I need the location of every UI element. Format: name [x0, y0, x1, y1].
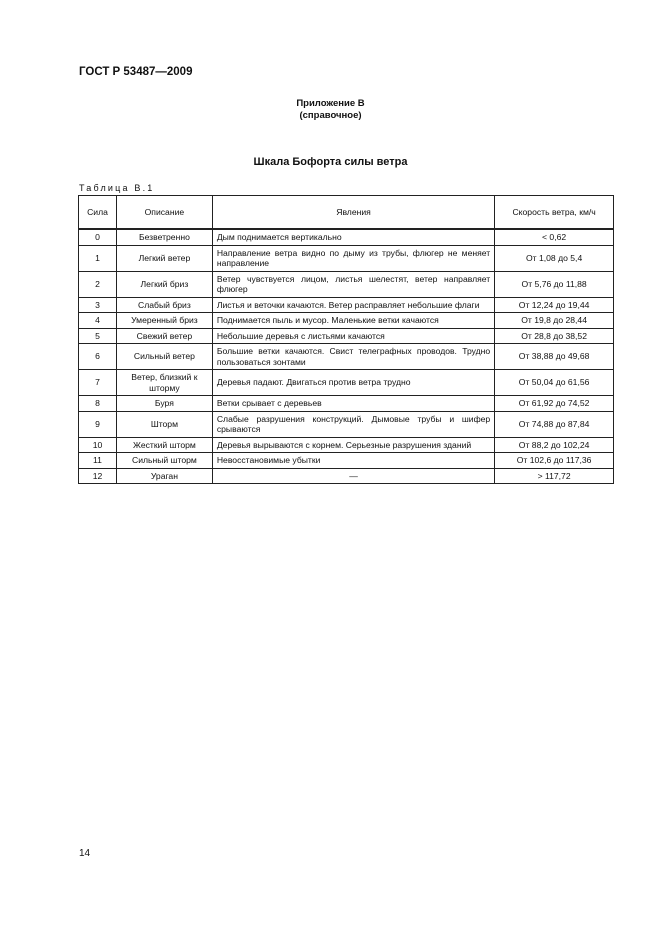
cell-description: Легкий бриз: [116, 271, 212, 297]
table-label: Таблица В.1: [79, 183, 155, 193]
cell-description: Шторм: [116, 411, 212, 437]
cell-description: Ураган: [116, 468, 212, 484]
cell-phenomena: Ветки срывает с деревьев: [212, 396, 494, 412]
header-wind-speed: Скорость ветра, км/ч: [495, 196, 614, 230]
cell-wind-speed: От 28,8 до 38,52: [495, 328, 614, 344]
cell-force: 8: [79, 396, 117, 412]
table-row: [79, 453, 614, 469]
cell-wind-speed: От 38,88 до 49,68: [495, 344, 614, 370]
table-row: [79, 468, 614, 484]
cell-wind-speed: От 88,2 до 102,24: [495, 437, 614, 453]
cell-description: Слабый бриз: [116, 297, 212, 313]
cell-wind-speed: < 0,62: [495, 229, 614, 245]
cell-force: 1: [79, 245, 117, 271]
header-phenomena: Явления: [212, 196, 494, 230]
cell-wind-speed: От 102,6 до 117,36: [495, 453, 614, 469]
cell-force: 5: [79, 328, 117, 344]
table-row: [79, 271, 614, 297]
table-row: [79, 245, 614, 271]
cell-phenomena: Деревья вырываются с корнем. Серьезные разрушения зданий: [212, 437, 494, 453]
cell-wind-speed: > 117,72: [495, 468, 614, 484]
table-row: [79, 396, 614, 412]
annex-heading: [0, 98, 661, 122]
cell-wind-speed: От 12,24 до 19,44: [495, 297, 614, 313]
cell-force: 3: [79, 297, 117, 313]
annex-status: (справочное): [299, 110, 362, 121]
table-row: [79, 328, 614, 344]
annex-title: Приложение В: [296, 98, 365, 109]
cell-phenomena: Листья и веточки качаются. Ветер расправляет небольшие флаги: [212, 297, 494, 313]
cell-description: Умеренный бриз: [116, 313, 212, 329]
header-description: Описание: [116, 196, 212, 230]
cell-phenomena: Невосстановимые убытки: [212, 453, 494, 469]
cell-force: 9: [79, 411, 117, 437]
cell-wind-speed: От 1,08 до 5,4: [495, 245, 614, 271]
cell-phenomena: —: [212, 468, 494, 484]
cell-description: Жесткий шторм: [116, 437, 212, 453]
cell-description: Безветренно: [116, 229, 212, 245]
beaufort-table: [78, 195, 614, 484]
document-header-standard: ГОСТ Р 53487—2009: [79, 66, 193, 78]
cell-wind-speed: От 61,92 до 74,52: [495, 396, 614, 412]
table-row: [79, 411, 614, 437]
cell-phenomena: Деревья падают. Двигаться против ветра трудно: [212, 370, 494, 396]
cell-force: 4: [79, 313, 117, 329]
table-body: [79, 229, 614, 484]
cell-wind-speed: От 5,76 до 11,88: [495, 271, 614, 297]
table-row: [79, 313, 614, 329]
header-force: Сила: [79, 196, 117, 230]
cell-wind-speed: От 19,8 до 28,44: [495, 313, 614, 329]
page-number: 14: [79, 848, 91, 859]
table-row: [79, 229, 614, 245]
cell-phenomena: Дым поднимается вертикально: [212, 229, 494, 245]
cell-force: 10: [79, 437, 117, 453]
cell-description: Сильный ветер: [116, 344, 212, 370]
cell-phenomena: Поднимается пыль и мусор. Маленькие ветки качаются: [212, 313, 494, 329]
cell-phenomena: Слабые разрушения конструкций. Дымовые трубы и шифер срываются: [212, 411, 494, 437]
document-title: Шкала Бофорта силы ветра: [253, 156, 408, 168]
cell-description: Ветер, близкий к шторму: [116, 370, 212, 396]
table-row: [79, 344, 614, 370]
cell-force: 7: [79, 370, 117, 396]
cell-phenomena: Небольшие деревья с листьями качаются: [212, 328, 494, 344]
cell-force: 12: [79, 468, 117, 484]
cell-description: Легкий ветер: [116, 245, 212, 271]
cell-force: 0: [79, 229, 117, 245]
cell-wind-speed: От 74,88 до 87,84: [495, 411, 614, 437]
cell-description: Буря: [116, 396, 212, 412]
cell-phenomena: Направление ветра видно по дыму из трубы, флюгер не меняет направление: [212, 245, 494, 271]
cell-force: 6: [79, 344, 117, 370]
cell-force: 11: [79, 453, 117, 469]
cell-description: Свежий ветер: [116, 328, 212, 344]
cell-wind-speed: От 50,04 до 61,56: [495, 370, 614, 396]
table-row: [79, 437, 614, 453]
cell-description: Сильный шторм: [116, 453, 212, 469]
cell-phenomena: Большие ветки качаются. Свист телеграфных проводов. Трудно пользоваться зонтами: [212, 344, 494, 370]
table-row: [79, 370, 614, 396]
table-row: [79, 297, 614, 313]
cell-force: 2: [79, 271, 117, 297]
table-header-row: [79, 196, 614, 230]
cell-phenomena: Ветер чувствуется лицом, листья шелестят, ветер направляет флюгер: [212, 271, 494, 297]
